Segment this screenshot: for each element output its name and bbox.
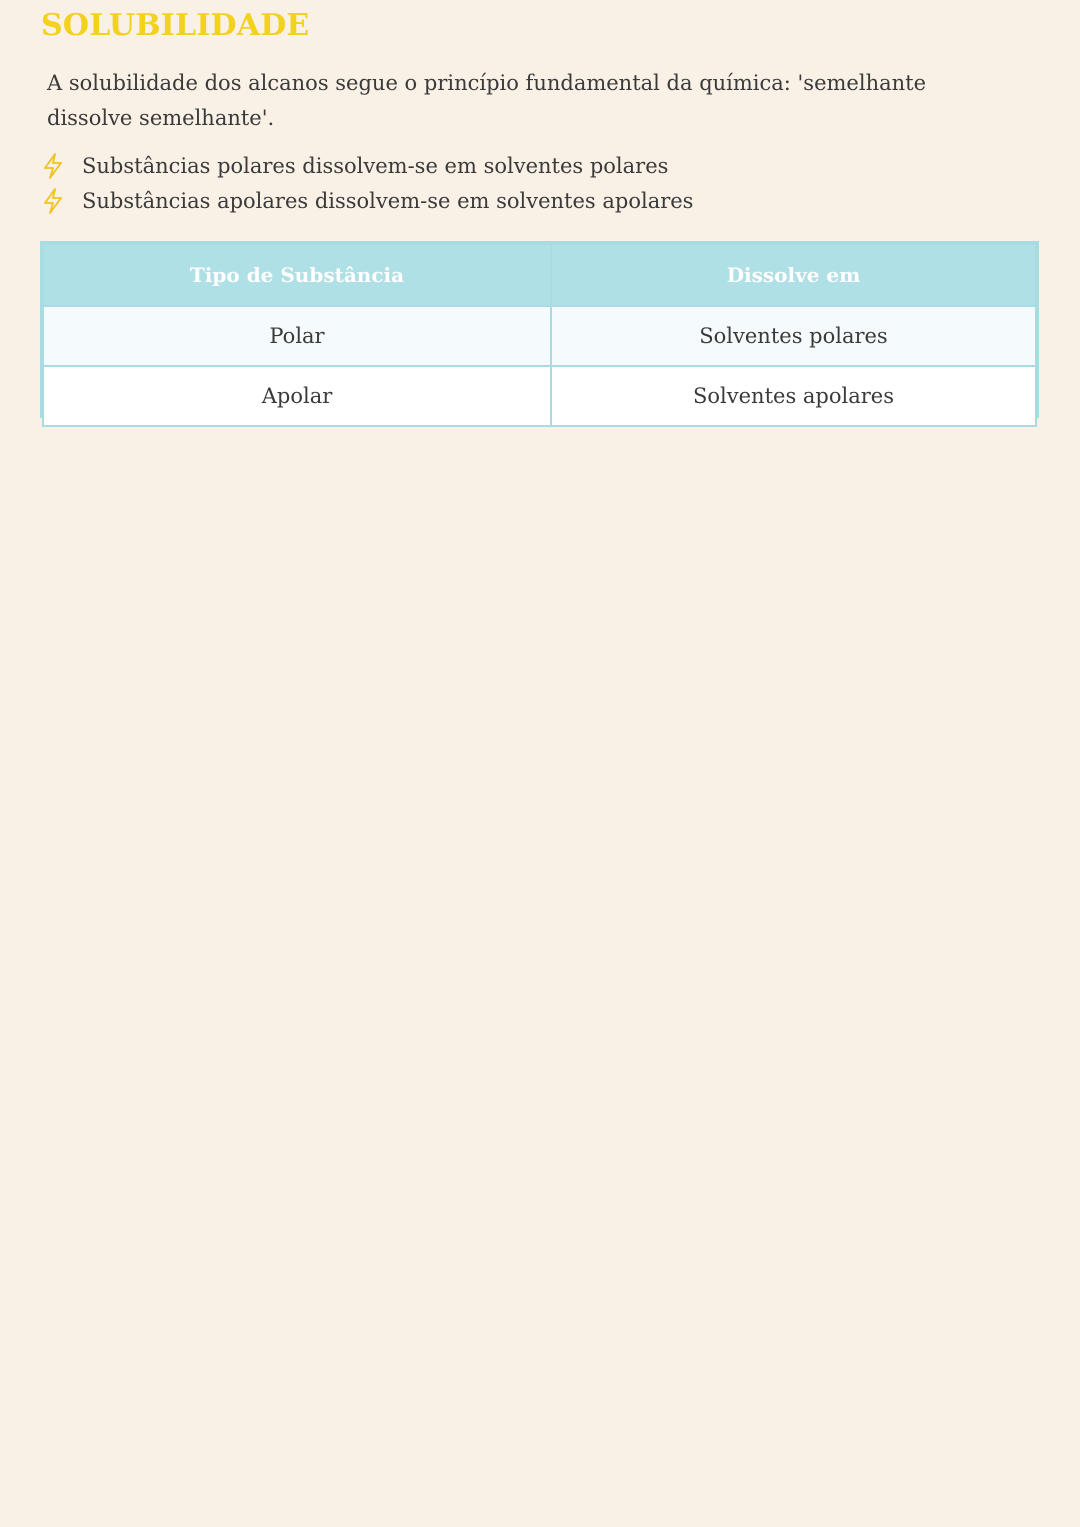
bullet-list xyxy=(42,148,693,218)
column-header-dissolves-in: Dissolve em xyxy=(551,244,1036,306)
column-header-substance-type: Tipo de Substância xyxy=(43,244,551,306)
bullet-text: Substâncias polares dissolvem-se em solventes polares xyxy=(82,153,669,178)
table-header-row xyxy=(43,244,1036,306)
intro-paragraph: A solubilidade dos alcanos segue o princípio fundamental da química: 'semelhante dissolve semelhante'. xyxy=(47,71,927,130)
lightning-icon xyxy=(42,188,64,214)
solubility-table xyxy=(40,241,1039,418)
table-cell: Polar xyxy=(43,306,551,366)
table-cell: Apolar xyxy=(43,366,551,426)
list-item xyxy=(42,183,693,218)
table-row xyxy=(43,306,1036,366)
bullet-text: Substâncias apolares dissolvem-se em solventes apolares xyxy=(82,188,694,213)
table-row xyxy=(43,366,1036,426)
section-title: SOLUBILIDADE xyxy=(41,8,310,43)
list-item xyxy=(42,148,693,183)
lightning-icon xyxy=(42,153,64,179)
table-cell: Solventes polares xyxy=(551,306,1036,366)
table-cell: Solventes apolares xyxy=(551,366,1036,426)
